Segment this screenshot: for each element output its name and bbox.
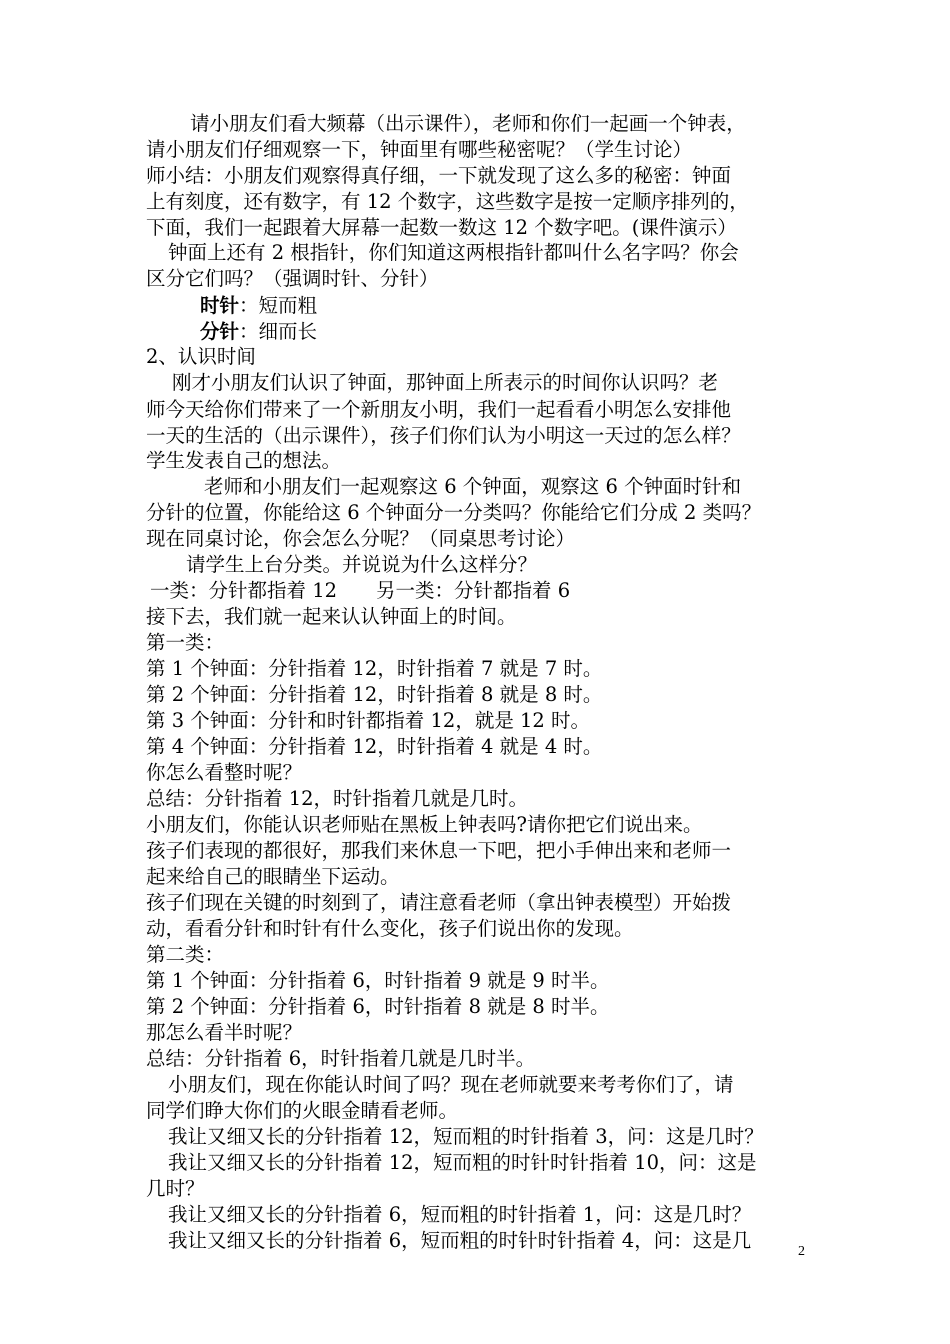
text-line: 我让又细又长的分针指着 12，短而粗的时针指着 3，问：这是几时？ <box>168 1125 764 1148</box>
term-definition: ：细而长 <box>239 320 318 343</box>
text-line: 上有刻度，还有数字，有 12 个数字，这些数字是按一定顺序排列的， <box>146 190 749 213</box>
text-line <box>200 293 317 319</box>
text-line: 我让又细又长的分针指着 6，短而粗的时针时针指着 4，问：这是几 <box>168 1229 752 1252</box>
text-line: 一天的生活的（出示课件），孩子们你们认为小明这一天过的怎么样？ <box>146 424 741 447</box>
text-line: 小朋友们，你能认识老师贴在黑板上钟表吗?请你把它们说出来。 <box>146 813 703 836</box>
text-line: 第 2 个钟面：分针指着 6，时针指着 8 就是 8 时半。 <box>146 995 610 1018</box>
text-line: 学生发表自己的想法。 <box>146 449 342 472</box>
text-line: 孩子们现在关键的时刻到了，请注意看老师（拿出钟表模型）开始拨 <box>146 891 732 914</box>
text-line: 小朋友们，现在你能认时间了吗？现在老师就要来考考你们了，请 <box>168 1073 734 1096</box>
text-line: 师今天给你们带来了一个新朋友小明，我们一起看看小明怎么安排他 <box>146 398 732 421</box>
text-line: 那怎么看半时呢？ <box>146 1021 303 1044</box>
text-line: 动，看看分针和时针有什么变化，孩子们说出你的发现。 <box>146 917 634 940</box>
text-line: 第 3 个钟面：分针和时针都指着 12，就是 12 时。 <box>146 709 591 732</box>
text-line: 同学们睁大你们的火眼金睛看老师。 <box>146 1099 459 1122</box>
text-line: 起来给自己的眼睛坐下运动。 <box>146 865 400 888</box>
text-line: 你怎么看整时呢？ <box>146 761 303 784</box>
text-line: 孩子们表现的都很好，那我们来休息一下吧，把小手伸出来和老师一 <box>146 839 732 862</box>
text-line: 师小结：小朋友们观察得真仔细，一下就发现了这么多的秘密：钟面 <box>146 164 732 187</box>
text-line: 2、认识时间 <box>146 345 256 368</box>
text-line: 请小朋友们看大频幕（出示课件），老师和你们一起画一个钟表， <box>190 112 746 135</box>
text-line: 第 1 个钟面：分针指着 12，时针指着 7 就是 7 时。 <box>146 657 603 680</box>
text-line <box>200 319 317 345</box>
text-line: 第 2 个钟面：分针指着 12，时针指着 8 就是 8 时。 <box>146 683 603 706</box>
text-line: 请学生上台分类。并说说为什么这样分？ <box>186 553 538 576</box>
text-line: 几时？ <box>146 1177 205 1200</box>
text-line: 第二类： <box>146 943 225 966</box>
text-line: 请小朋友们仔细观察一下，钟面里有哪些秘密呢？（学生讨论） <box>146 138 693 161</box>
text-line: 接下去，我们就一起来认认钟面上的时间。 <box>146 605 517 628</box>
text-line: 总结：分针指着 6，时针指着几就是几时半。 <box>146 1047 536 1070</box>
text-line: 第 1 个钟面：分针指着 6，时针指着 9 就是 9 时半。 <box>146 969 610 992</box>
text-line: 总结：分针指着 12，时针指着几就是几时。 <box>146 787 529 810</box>
text-line: 第 4 个钟面：分针指着 12，时针指着 4 就是 4 时。 <box>146 735 603 758</box>
text-line: 我让又细又长的分针指着 12，短而粗的时针时针指着 10，问：这是 <box>168 1151 757 1174</box>
bold-term: 分针 <box>200 320 240 343</box>
text-line: 现在同桌讨论，你会怎么分呢？（同桌思考讨论） <box>146 527 576 550</box>
term-definition: ：短而粗 <box>239 294 318 317</box>
text-line: 刚才小朋友们认识了钟面，那钟面上所表示的时间你认识吗？老 <box>172 371 719 394</box>
page-number: 2 <box>798 1244 805 1259</box>
text-line: 下面，我们一起跟着大屏幕一起数一数这 12 个数字吧。(课件演示） <box>146 216 737 239</box>
text-line: 钟面上还有 2 根指针，你们知道这两根指针都叫什么名字吗？你会 <box>168 241 739 264</box>
text-line: 分针的位置，你能给这 6 个钟面分一分类吗？你能给它们分成 2 类吗？ <box>146 501 762 524</box>
text-line: 老师和小朋友们一起观察这 6 个钟面，观察这 6 个钟面时针和 <box>204 475 742 498</box>
text-line: 我让又细又长的分针指着 6，短而粗的时针指着 1，问：这是几时？ <box>168 1203 752 1226</box>
text-line: 一类：分针都指着 12 另一类：分针都指着 6 <box>150 579 571 602</box>
text-line: 区分它们吗？（强调时针、分针） <box>146 267 439 290</box>
bold-term: 时针 <box>200 294 240 317</box>
text-line: 第一类： <box>146 631 225 654</box>
